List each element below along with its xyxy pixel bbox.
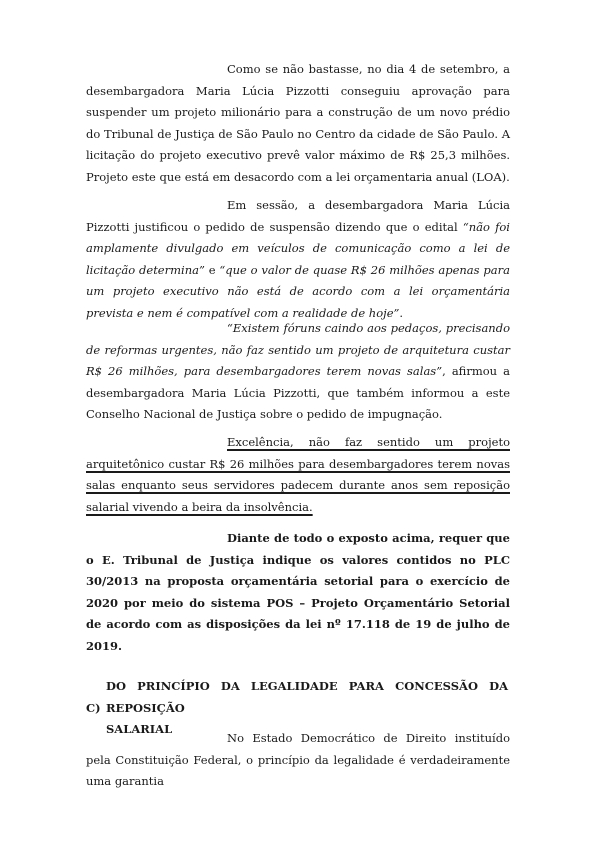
underlined-argument: Excelência, não faz sentido um projeto arquitetônico custar R$ 26 milhões para desembargadores terem novas salas enquanto seus servidores padecem durante anos sem reposição salarial vivendo a beira da insolvência. (86, 435, 510, 514)
paragraph-forums-quote (86, 318, 510, 426)
paragraph-text: No Estado Democrático de Direito instituído pela Constituição Federal, o princípio da legalidade é verdadeiramente uma garantia (86, 731, 510, 789)
paragraph-session-justification (86, 195, 510, 325)
request-text: Diante de todo o exposto acima, requer que o E. Tribunal de Justiça indique os valores contidos no PLC 30/2013 na proposta orçamentária setorial para o exercício de 2020 por meio do sistema POS – Projeto Orçamentário Setorial de acordo com as disposições da lei nº 17.118 de 19 de julho de 2019. (86, 531, 510, 653)
paragraph-text: , afirmou a desembargadora Maria Lúcia Pizzotti, que também informou a este Conselho Nacional de Justiça sobre o pedido de impugnação. (86, 364, 510, 422)
quote-edital: “não foi amplamente divulgado em veículos de comunicação como a lei de licitação determina” (86, 219, 510, 277)
paragraph-excellence-argument (86, 432, 510, 518)
paragraph-legality-principle (86, 728, 510, 793)
quote-budget: “que o valor de quase R$ 26 milhões apenas para um projeto executivo não está de acordo com a lei orçamentária prevista e nem é compatível com a realidade de hoje” (86, 262, 510, 320)
paragraph-text: Em sessão, a desembargadora Maria Lúcia Pizzotti justificou o pedido de suspensão dizendo que o edital (86, 198, 510, 234)
paragraph-text: Como se não bastasse, no dia 4 de setembro, a desembargadora Maria Lúcia Pizzotti conseguiu aprovação para suspender um projeto milionário para a construção de um novo prédio do Tribunal de Justiça de São Paulo no Centro da cidade de São Paulo. A licitação do projeto executivo prevê valor máximo de R$ 25,3 milhões. Projeto este que está em desacordo com a lei orçamentaria anual (LOA). (86, 62, 510, 184)
paragraph-text: e (204, 262, 220, 277)
section-title-line2: SALARIAL (106, 722, 173, 737)
quote-forums: “Existem fóruns caindo aos pedaços, precisando de reformas urgentes, não faz sentido um projeto de arquitetura custar R$ 26 milhões, para desembargadores terem novas salas” (86, 321, 510, 379)
paragraph-text: . (399, 305, 404, 320)
section-letter: C) (86, 700, 101, 715)
paragraph-request (86, 528, 510, 658)
section-title-line1: DO PRINCÍPIO DA LEGALIDADE PARA CONCESSÃO DA REPOSIÇÃO (106, 679, 508, 715)
paragraph-construction-project (86, 59, 510, 189)
